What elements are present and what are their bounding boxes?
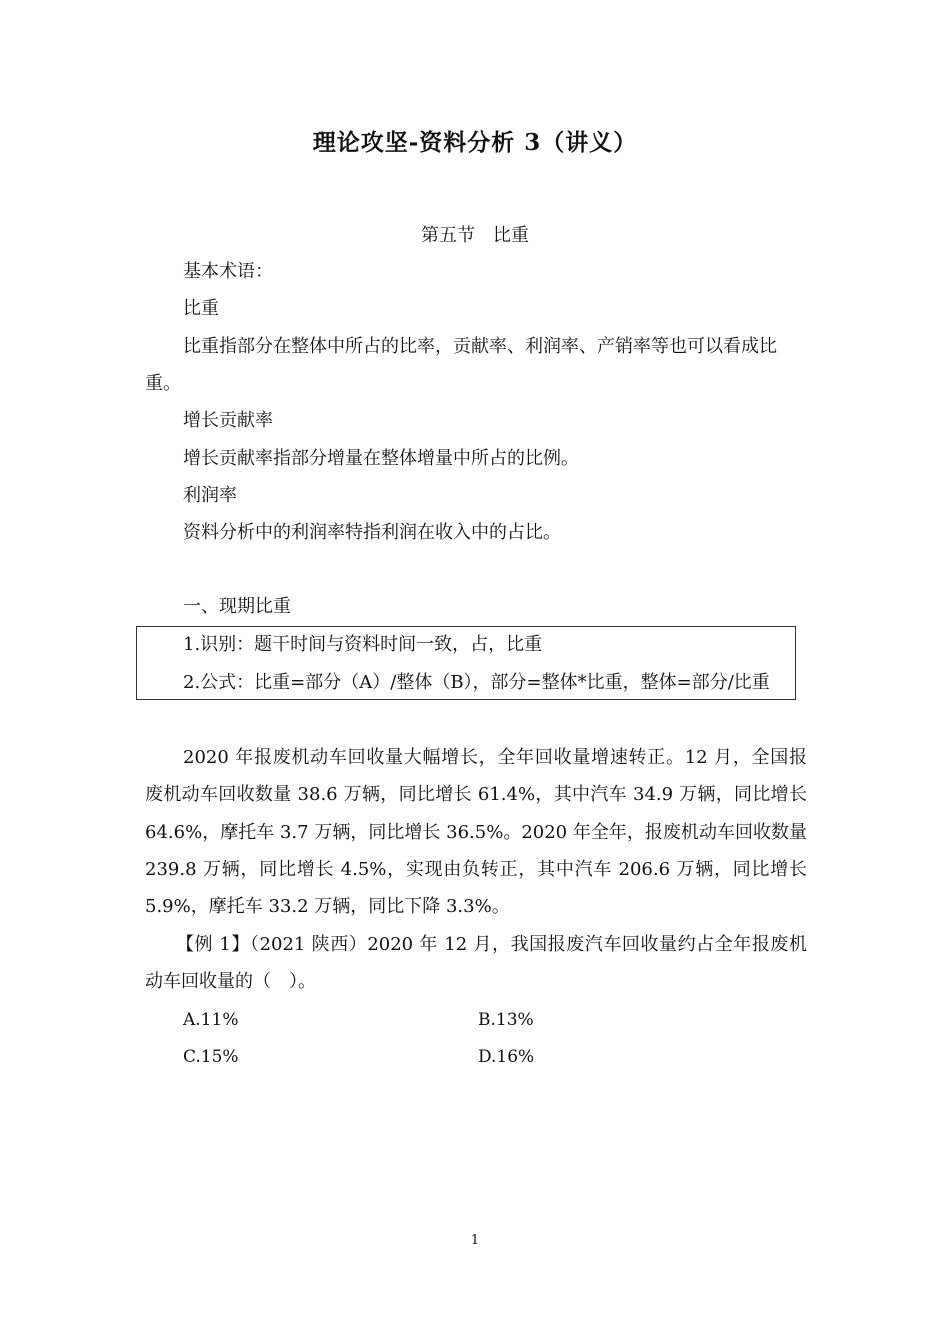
passage-line: 64.6%，摩托车 3.7 万辆，同比增长 36.5%。2020 年全年，报废机动车回收数量 <box>145 822 807 843</box>
terms-label: 基本术语： <box>183 261 273 282</box>
document-title: 理论攻坚-资料分析 3（讲义） <box>312 129 638 156</box>
section-heading: 第五节 比重 <box>421 225 529 246</box>
passage-line: 2020 年报废机动车回收量大幅增长，全年回收量增速转正。12 月，全国报 <box>183 747 807 768</box>
option-b: B.13% <box>478 1010 534 1030</box>
passage-line: 5.9%，摩托车 33.2 万辆，同比下降 3.3%。 <box>145 896 510 917</box>
term-definition-growth-contribution: 增长贡献率指部分增量在整体增量中所占的比例。 <box>183 448 579 469</box>
passage-line: 239.8 万辆，同比增长 4.5%，实现由负转正，其中汽车 206.6 万辆，同比增长 <box>145 859 807 880</box>
example-question-line1: 【例 1】（2021 陕西）2020 年 12 月，我国报废汽车回收量约占全年报废机 <box>176 934 807 955</box>
term-definition-proportion-line1: 比重指部分在整体中所占的比率，贡献率、利润率、产销率等也可以看成比 <box>183 336 777 357</box>
term-name-growth-contribution: 增长贡献率 <box>183 410 273 431</box>
option-c: C.15% <box>183 1047 239 1067</box>
term-name-proportion: 比重 <box>183 298 219 319</box>
passage-line: 废机动车回收数量 38.6 万辆，同比增长 61.4%，其中汽车 34.9 万辆，同比增长 <box>145 784 807 805</box>
option-d: D.16% <box>478 1047 535 1067</box>
example-question-line2: 动车回收量的（ ）。 <box>145 971 316 992</box>
term-name-profit-rate: 利润率 <box>183 485 237 506</box>
subsection-title: 一、现期比重 <box>183 596 291 617</box>
term-definition-profit-rate: 资料分析中的利润率特指利润在收入中的占比。 <box>183 522 561 543</box>
page-number: 1 <box>470 1233 480 1248</box>
formula-box <box>136 626 796 700</box>
formula-box-line2: 2.公式：比重=部分（A）/整体（B），部分=整体*比重，整体=部分/比重 <box>183 672 770 693</box>
formula-box-line1: 1.识别：题干时间与资料时间一致，占，比重 <box>183 634 543 655</box>
term-definition-proportion-line2: 重。 <box>145 373 181 394</box>
option-a: A.11% <box>183 1010 239 1030</box>
